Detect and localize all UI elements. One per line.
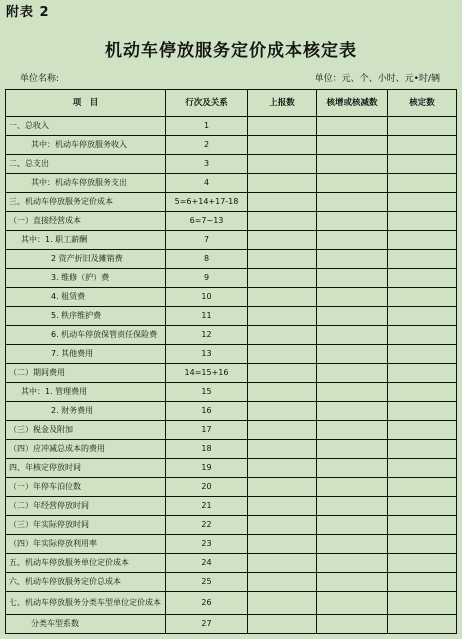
table-row [6, 345, 457, 364]
table-row [6, 326, 457, 345]
row-line-number: 27 [166, 615, 248, 634]
adjustment-value-cell[interactable] [317, 573, 388, 592]
adjustment-value-cell[interactable] [317, 307, 388, 326]
reported-value-cell[interactable] [248, 193, 317, 212]
table-row [6, 516, 457, 535]
reported-value-cell[interactable] [248, 402, 317, 421]
table-row [6, 459, 457, 478]
table-row [6, 364, 457, 383]
reported-value-cell[interactable] [248, 269, 317, 288]
table-body [6, 117, 457, 634]
adjustment-value-cell[interactable] [317, 212, 388, 231]
table-row [6, 288, 457, 307]
table-row [6, 136, 457, 155]
adjustment-value-cell[interactable] [317, 383, 388, 402]
approved-value-cell[interactable] [388, 615, 457, 634]
row-item-label: 三、机动车停放服务定价成本 [6, 193, 166, 212]
approved-value-cell[interactable] [388, 573, 457, 592]
table-row [6, 269, 457, 288]
approved-value-cell[interactable] [388, 269, 457, 288]
table-row [6, 212, 457, 231]
reported-value-cell[interactable] [248, 421, 317, 440]
reported-value-cell[interactable] [248, 231, 317, 250]
table-row [6, 421, 457, 440]
adjustment-value-cell[interactable] [317, 402, 388, 421]
row-item-label: 分类车型系数 [6, 615, 166, 634]
adjustment-value-cell[interactable] [317, 592, 388, 615]
table-row [6, 573, 457, 592]
approved-value-cell[interactable] [388, 155, 457, 174]
row-item-label: （三）年实际停放时间 [6, 516, 166, 535]
adjustment-value-cell[interactable] [317, 117, 388, 136]
row-item-label: 四、年核定停放时间 [6, 459, 166, 478]
approved-value-cell[interactable] [388, 212, 457, 231]
approved-value-cell[interactable] [388, 307, 457, 326]
table-row [6, 402, 457, 421]
table-row [6, 478, 457, 497]
row-line-number: 18 [166, 440, 248, 459]
row-item-label: （一）年停车泊位数 [6, 478, 166, 497]
approved-value-cell[interactable] [388, 497, 457, 516]
table-row [6, 193, 457, 212]
adjustment-value-cell[interactable] [317, 615, 388, 634]
header-reported: 上报数 [248, 90, 317, 117]
reported-value-cell[interactable] [248, 516, 317, 535]
approved-value-cell[interactable] [388, 440, 457, 459]
row-item-label: （四）应冲减总成本的费用 [6, 440, 166, 459]
table-row [6, 155, 457, 174]
row-line-number: 26 [166, 592, 248, 615]
reported-value-cell[interactable] [248, 478, 317, 497]
reported-value-cell[interactable] [248, 554, 317, 573]
row-line-number: 14=15+16 [166, 364, 248, 383]
approved-value-cell[interactable] [388, 326, 457, 345]
approved-value-cell[interactable] [388, 516, 457, 535]
table-row [6, 440, 457, 459]
row-line-number: 19 [166, 459, 248, 478]
reported-value-cell[interactable] [248, 136, 317, 155]
adjustment-value-cell[interactable] [317, 155, 388, 174]
row-line-number: 23 [166, 535, 248, 554]
adjustment-value-cell[interactable] [317, 459, 388, 478]
adjustment-value-cell[interactable] [317, 516, 388, 535]
row-line-number: 22 [166, 516, 248, 535]
table-row [6, 117, 457, 136]
row-line-number: 6=7~13 [166, 212, 248, 231]
row-line-number: 7 [166, 231, 248, 250]
row-item-label: 2 资产折旧及摊销费 [6, 250, 166, 269]
table-row [6, 554, 457, 573]
row-item-label: 五、机动车停放服务单位定价成本 [6, 554, 166, 573]
row-item-label: 七、机动车停放服务分类车型单位定价成本 [6, 592, 166, 615]
row-item-label: 其中：1. 职工薪酬 [6, 231, 166, 250]
row-item-label: 其中：机动车停放服务支出 [6, 174, 166, 193]
table-row [6, 383, 457, 402]
row-line-number: 10 [166, 288, 248, 307]
adjustment-value-cell[interactable] [317, 269, 388, 288]
row-item-label: 3. 维修（护）费 [6, 269, 166, 288]
row-line-number: 21 [166, 497, 248, 516]
reported-value-cell[interactable] [248, 155, 317, 174]
approved-value-cell[interactable] [388, 250, 457, 269]
row-line-number: 15 [166, 383, 248, 402]
reported-value-cell[interactable] [248, 383, 317, 402]
approved-value-cell[interactable] [388, 402, 457, 421]
row-line-number: 5=6+14+17-18 [166, 193, 248, 212]
row-line-number: 1 [166, 117, 248, 136]
approved-value-cell[interactable] [388, 136, 457, 155]
approved-value-cell[interactable] [388, 364, 457, 383]
row-line-number: 4 [166, 174, 248, 193]
row-line-number: 17 [166, 421, 248, 440]
reported-value-cell[interactable] [248, 497, 317, 516]
reported-value-cell[interactable] [248, 615, 317, 634]
row-line-number: 9 [166, 269, 248, 288]
table-row [6, 615, 457, 634]
adjustment-value-cell[interactable] [317, 478, 388, 497]
approved-value-cell[interactable] [388, 345, 457, 364]
page-title: 机动车停放服务定价成本核定表 [105, 41, 357, 61]
row-line-number: 12 [166, 326, 248, 345]
reported-value-cell[interactable] [248, 288, 317, 307]
approved-value-cell[interactable] [388, 421, 457, 440]
table-row [6, 307, 457, 326]
approved-value-cell[interactable] [388, 535, 457, 554]
approved-value-cell[interactable] [388, 288, 457, 307]
adjustment-value-cell[interactable] [317, 326, 388, 345]
row-line-number: 8 [166, 250, 248, 269]
reported-value-cell[interactable] [248, 117, 317, 136]
row-line-number: 24 [166, 554, 248, 573]
row-item-label: 其中：1. 管理费用 [6, 383, 166, 402]
reported-value-cell[interactable] [248, 250, 317, 269]
reported-value-cell[interactable] [248, 345, 317, 364]
row-item-label: （四）年实际停放利用率 [6, 535, 166, 554]
header-item: 项 目 [6, 90, 166, 117]
header-line-relation: 行次及关系 [166, 90, 248, 117]
row-line-number: 16 [166, 402, 248, 421]
reported-value-cell[interactable] [248, 174, 317, 193]
table-row [6, 497, 457, 516]
adjustment-value-cell[interactable] [317, 497, 388, 516]
adjustment-value-cell[interactable] [317, 193, 388, 212]
unit-name-label: 单位名称: [20, 74, 60, 84]
row-item-label: 二、总支出 [6, 155, 166, 174]
row-line-number: 25 [166, 573, 248, 592]
approved-value-cell[interactable] [388, 383, 457, 402]
adjustment-value-cell[interactable] [317, 250, 388, 269]
adjustment-value-cell[interactable] [317, 288, 388, 307]
approved-value-cell[interactable] [388, 231, 457, 250]
approved-value-cell[interactable] [388, 117, 457, 136]
table-row [6, 174, 457, 193]
row-item-label: 六、机动车停放服务定价总成本 [6, 573, 166, 592]
row-line-number: 11 [166, 307, 248, 326]
adjustment-value-cell[interactable] [317, 535, 388, 554]
row-item-label: 2. 财务费用 [6, 402, 166, 421]
reported-value-cell[interactable] [248, 459, 317, 478]
table-row [6, 250, 457, 269]
row-item-label: 一、总收入 [6, 117, 166, 136]
row-line-number: 3 [166, 155, 248, 174]
table-row [6, 592, 457, 615]
row-item-label: 其中：机动车停放服务收入 [6, 136, 166, 155]
row-item-label: 5. 秩序维护费 [6, 307, 166, 326]
reported-value-cell[interactable] [248, 307, 317, 326]
approved-value-cell[interactable] [388, 193, 457, 212]
reported-value-cell[interactable] [248, 535, 317, 554]
reported-value-cell[interactable] [248, 212, 317, 231]
row-line-number: 20 [166, 478, 248, 497]
adjustment-value-cell[interactable] [317, 231, 388, 250]
adjustment-value-cell[interactable] [317, 136, 388, 155]
table-header-row [6, 90, 457, 117]
reported-value-cell[interactable] [248, 440, 317, 459]
bottom-edge [5, 634, 456, 639]
approved-value-cell[interactable] [388, 592, 457, 615]
approved-value-cell[interactable] [388, 459, 457, 478]
unit-of-measure-label: 单位：元、个、小时、元•时/辆 [314, 74, 440, 84]
row-item-label: 7. 其他费用 [6, 345, 166, 364]
header-approved: 核定数 [388, 90, 457, 117]
adjustment-value-cell[interactable] [317, 345, 388, 364]
reported-value-cell[interactable] [248, 592, 317, 615]
reported-value-cell[interactable] [248, 573, 317, 592]
attachment-label: 附表 2 [6, 5, 50, 20]
table-row [6, 231, 457, 250]
header-adjustment: 核增或核减数 [317, 90, 388, 117]
cost-verification-table [5, 89, 457, 634]
approved-value-cell[interactable] [388, 174, 457, 193]
reported-value-cell[interactable] [248, 364, 317, 383]
row-line-number: 13 [166, 345, 248, 364]
approved-value-cell[interactable] [388, 478, 457, 497]
row-item-label: （二）期间费用 [6, 364, 166, 383]
adjustment-value-cell[interactable] [317, 421, 388, 440]
reported-value-cell[interactable] [248, 326, 317, 345]
row-item-label: （一）直接经营成本 [6, 212, 166, 231]
approved-value-cell[interactable] [388, 554, 457, 573]
adjustment-value-cell[interactable] [317, 554, 388, 573]
row-line-number: 2 [166, 136, 248, 155]
row-item-label: （三）税金及附加 [6, 421, 166, 440]
adjustment-value-cell[interactable] [317, 364, 388, 383]
row-item-label: （二）年经营停放时间 [6, 497, 166, 516]
table-row [6, 535, 457, 554]
row-item-label: 4. 租赁费 [6, 288, 166, 307]
adjustment-value-cell[interactable] [317, 440, 388, 459]
row-item-label: 6. 机动车停放保管责任保险费 [6, 326, 166, 345]
adjustment-value-cell[interactable] [317, 174, 388, 193]
